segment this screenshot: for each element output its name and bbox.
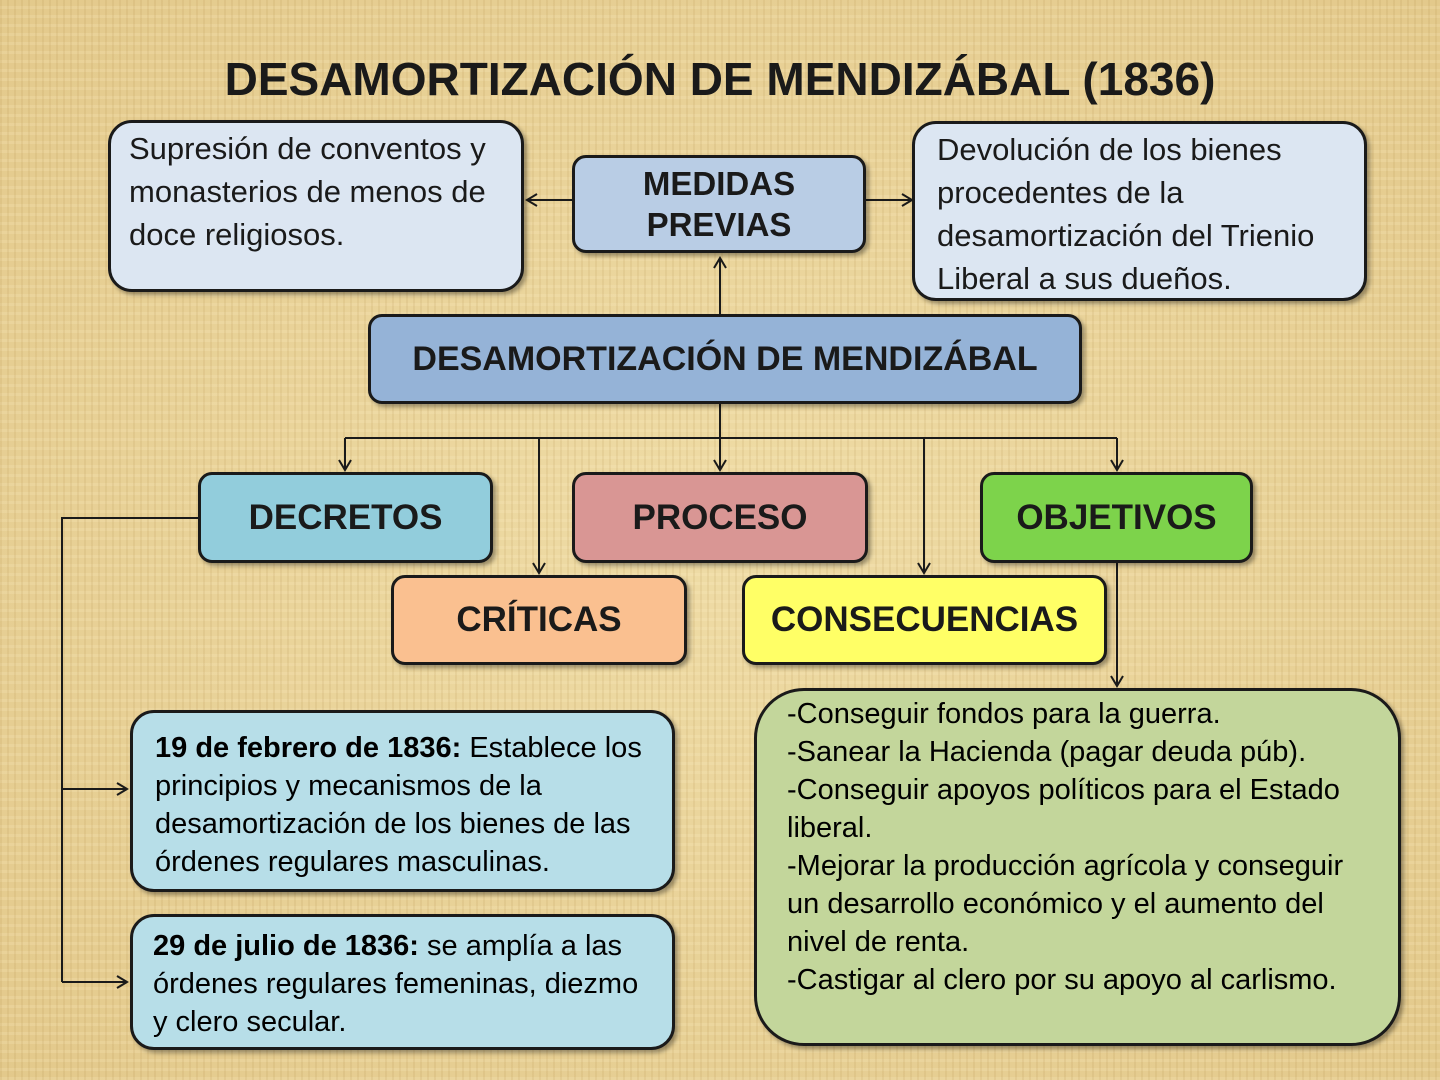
medidas-previas-label: MEDIDAS PREVIAS (642, 165, 796, 243)
decretos-label: DECRETOS (248, 497, 443, 537)
medidas-left-text: Supresión de conventos y monasterios de menos de doce religiosos. (129, 131, 486, 252)
node-consecuencias (742, 575, 1107, 665)
main-label: DESAMORTIZACIÓN DE MENDIZÁBAL (412, 339, 1038, 378)
objetivo-item: -Conseguir fondos para la guerra. (787, 698, 1221, 730)
page-title: DESAMORTIZACIÓN DE MENDIZÁBAL (1836) (224, 53, 1216, 105)
medidas-right-box (912, 121, 1367, 301)
node-main (368, 314, 1082, 404)
criticas-label: CRÍTICAS (456, 600, 622, 639)
medidas-left-box (108, 120, 524, 292)
decreto1-text: Establece los principios y mecanismos de la desamortización de los bienes de las órdenes regulares masculinas. (155, 732, 642, 878)
objetivos-label: OBJETIVOS (1016, 497, 1217, 537)
decreto2-text: se amplía a las órdenes regulares femeninas, diezmo y clero secular. (153, 930, 639, 1038)
objetivo-item: -Sanear la Hacienda (pagar deuda púb). (787, 736, 1307, 768)
decreto1-box (130, 710, 675, 892)
medidas-right-text: Devolución de los bienes procedentes de la desamortización del Trienio Liberal a sus dueños. (937, 132, 1315, 296)
node-criticas (391, 575, 687, 665)
node-proceso (572, 472, 868, 563)
objetivo-item: -Castigar al clero por su apoyo al carlismo. (787, 964, 1337, 996)
objetivo-item: -Mejorar la producción agrícola y conseguir un desarrollo económico y el aumento del nivel de renta. (787, 850, 1344, 958)
node-medidas-previas (572, 155, 866, 253)
objetivo-item: -Conseguir apoyos políticos para el Estado liberal. (787, 774, 1340, 844)
objetivos-list-box (754, 688, 1401, 1046)
proceso-label: PROCESO (632, 497, 808, 537)
decreto1-date: 19 de febrero de 1836: (155, 732, 462, 764)
node-decretos (198, 472, 493, 563)
node-objetivos (980, 472, 1253, 563)
decreto2-box (130, 914, 675, 1050)
decreto2-date: 29 de julio de 1836: (153, 930, 419, 962)
consecuencias-label: CONSECUENCIAS (770, 600, 1079, 639)
